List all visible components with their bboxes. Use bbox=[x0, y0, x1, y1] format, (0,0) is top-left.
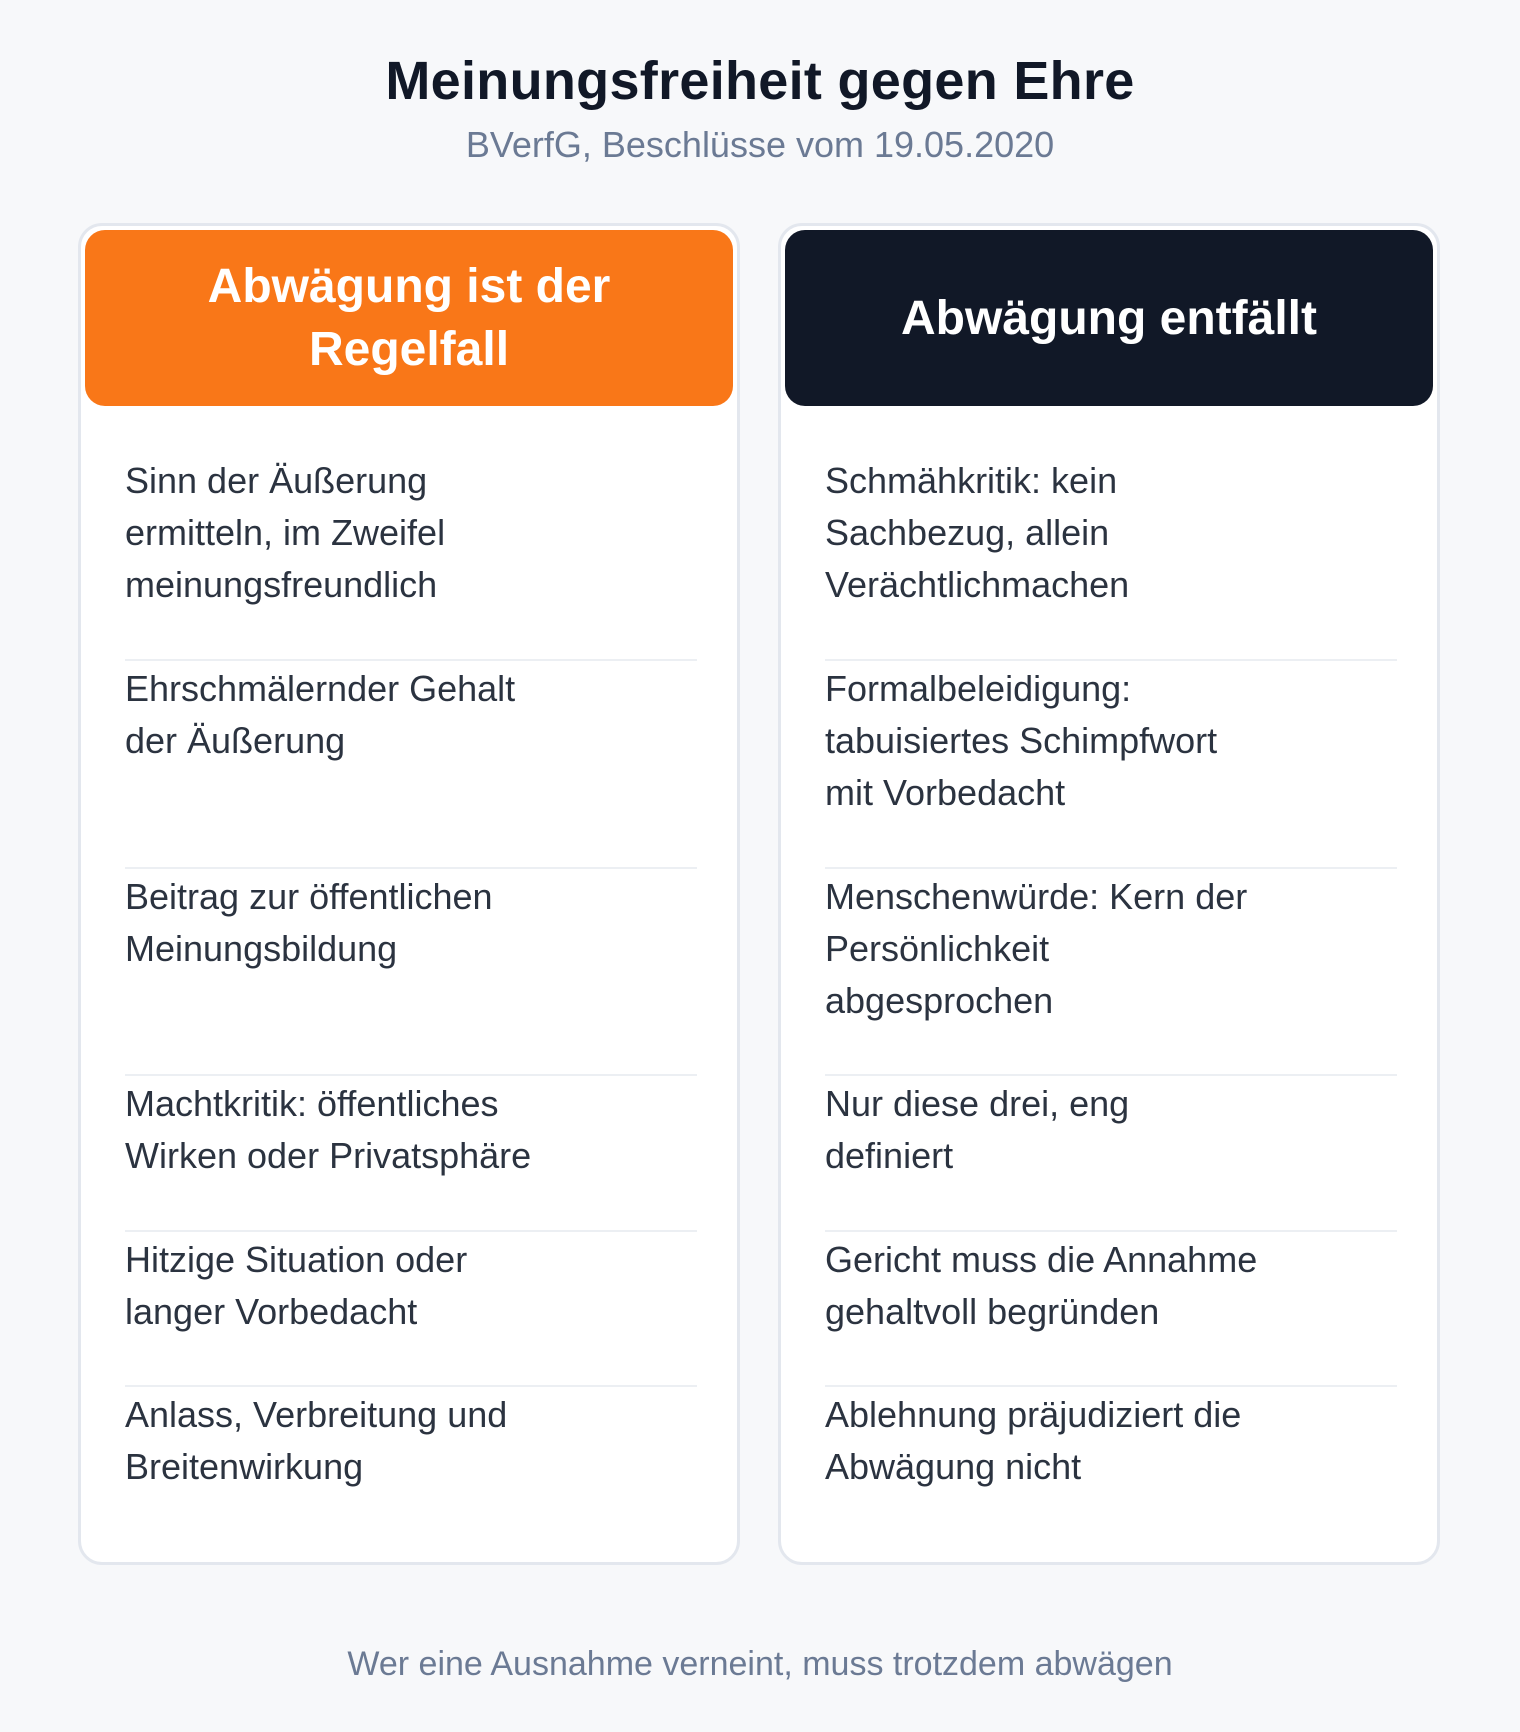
list-item bbox=[125, 1385, 697, 1493]
list-item-text: Sinn der Äußerung ermitteln, im Zweifel meinungsfreundlich bbox=[125, 460, 446, 605]
card-entfaellt bbox=[778, 223, 1440, 1565]
page-subtitle: BVerfG, Beschlüsse vom 19.05.2020 bbox=[465, 124, 1055, 165]
list-item-text: Hitzige Situation oder langer Vorbedacht bbox=[125, 1239, 468, 1332]
list-item bbox=[825, 1385, 1397, 1493]
card-regelfall bbox=[78, 223, 740, 1565]
list-item bbox=[125, 1074, 697, 1182]
card-header-entfaellt: Abwägung entfällt bbox=[785, 230, 1433, 406]
list-item-text: Nur diese drei, eng definiert bbox=[825, 1083, 1130, 1176]
list-item bbox=[825, 659, 1397, 819]
list-item bbox=[125, 455, 697, 611]
card-header-regelfall: Abwägung ist der Regelfall bbox=[85, 230, 733, 406]
list-item bbox=[825, 455, 1397, 611]
list-item-text: Gericht muss die Annahme gehaltvoll begründen bbox=[825, 1239, 1258, 1332]
list-item bbox=[125, 867, 697, 975]
list-item bbox=[825, 1230, 1397, 1338]
footer-note: Wer eine Ausnahme verneint, muss trotzdem abwägen bbox=[347, 1645, 1173, 1683]
list-item bbox=[825, 1074, 1397, 1182]
list-item bbox=[125, 1230, 697, 1338]
list-item-text: Machtkritik: öffentliches Wirken oder Privatsphäre bbox=[125, 1083, 532, 1176]
list-item bbox=[125, 659, 697, 767]
list-item-text: Schmähkritik: kein Sachbezug, allein Verächtlichmachen bbox=[825, 460, 1130, 605]
list-item bbox=[825, 867, 1397, 1027]
page-title: Meinungsfreiheit gegen Ehre bbox=[385, 51, 1135, 111]
list-item-text: Ablehnung präjudiziert die Abwägung nicht bbox=[825, 1394, 1242, 1487]
list-item-text: Anlass, Verbreitung und Breitenwirkung bbox=[125, 1394, 508, 1487]
list-item-text: Ehrschmälernder Gehalt der Äußerung bbox=[125, 668, 516, 761]
list-item-text: Beitrag zur öffentlichen Meinungsbildung bbox=[125, 876, 493, 969]
list-item-text: Formalbeleidigung: tabuisiertes Schimpfwort mit Vorbedacht bbox=[825, 668, 1218, 813]
list-item-text: Menschenwürde: Kern der Persönlichkeit abgesprochen bbox=[825, 876, 1248, 1021]
